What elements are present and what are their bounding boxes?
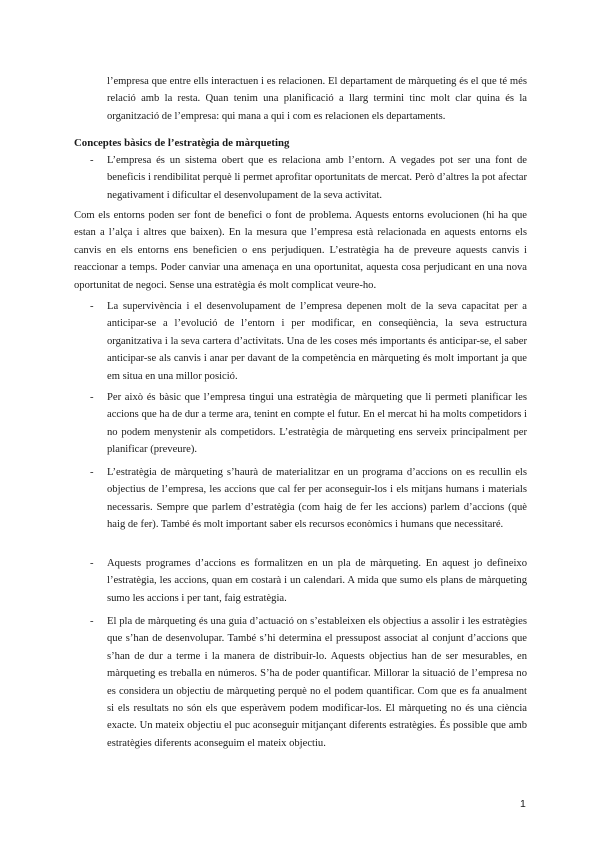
bullet-text: Per això és bàsic que l’empresa tingui una estratègia de màrqueting que li permeti planificar les accions que ha de dur a terme ara, tenint en compte el futur. En el mercat hi ha molts competidors i no podem menystenir als competidors. L’estratègia de màrqueting ens serveix principalment per planificar (preveure). xyxy=(107,392,527,456)
bullet-marker: - xyxy=(90,616,94,627)
bullet-text: L’estratègia de màrqueting s’haurà de materialitzar en un programa d’accions on es recullin els objectius de l’empresa, les accions que cal fer per aconseguir-los i els mitjans humans i materials necessaris. Sempre que parlem d’estratègia (com haig de fer les accions) parlem d’accions (què haig de fer). També és molt important saber els recursos econòmics i humans que necessitaré. xyxy=(107,467,527,531)
bullet-marker: - xyxy=(90,392,94,403)
bullet-item xyxy=(90,389,527,459)
body-paragraph: Com els entorns poden ser font de benefici o font de problema. Aquests entorns evolucionen (hi ha que estan a l’alça i altres que baixen). En la mesura que l’empresa està relacionada en aquests entorns els canvis en els entorns ens beneficien o ens perjudiquen. L’estratègia ha de preveure aquests canvis i reaccionar a temps. Poder canviar una amenaça en una oportunitat, aquesta cosa perjudicant en una nova oportunitat de negoci. Sense una estratègia és molt complicat veure-ho. xyxy=(74,210,527,291)
bullet-item xyxy=(90,613,527,752)
bullet-text: El pla de màrqueting és una guia d’actuació on s’estableixen els objectius a assolir i les estratègies que s’han de desenvolupar. També s’hi determina el pressupost associat al conjunt d’accions que s’han de dur a terme i la manera de distribuir-lo. Aquests objectius han de ser mesurables, en màrqueting es treballa en números. S’ha de poder quantificar. Millorar la situació de l’empresa no es considera un objectiu de màrqueting perquè no el podem quantificar. Com que es fa anualment si els resultats no són els que esperàvem podem modificar-los. El màrqueting no és una ciència exacte. Un mateix objectiu el puc aconseguir mitjançant diferents estratègies. És possible que amb estratègies diferents aconseguim el mateix objectiu. xyxy=(107,616,527,749)
bullet-text: L’empresa és un sistema obert que es relaciona amb l’entorn. A vegades pot ser una font de beneficis i rendibilitat perquè li permet aprofitar oportunitats de mercat. Però d’altres la pot afectar negativament i dificultar el desenvolupament de la seva activitat. xyxy=(107,155,527,201)
bullet-marker: - xyxy=(90,301,94,312)
section-heading: Conceptes bàsics de l’estratègia de màrqueting xyxy=(74,137,290,149)
bullet-item xyxy=(90,298,527,385)
bullet-text: La supervivència i el desenvolupament de l’empresa depenen molt de la seva capacitat per a anticipar-se a l’evolució de l’entorn i per modificar, en conseqüència, la seva estructura organitzativa i la seva cartera d’activitats. Una de les coses més importants és anticipar-se, el saber anticipar-se als canvis i anar per davant de la competència en màrqueting és molt important ja que em situa en una millor posició. xyxy=(107,301,527,382)
page-number: 1 xyxy=(520,798,526,810)
bullet-text: Aquests programes d’accions es formalitzen en un pla de màrqueting. En aquest jo defineixo l’estratègia, les accions, quan em costarà i un calendari. A mida que sumo els plans de màrqueting sumo les accions i per tant, faig estratègia. xyxy=(107,558,527,604)
bullet-item xyxy=(90,555,527,607)
bullet-marker: - xyxy=(90,467,94,478)
bullet-item xyxy=(90,152,527,204)
intro-paragraph: l’empresa que entre ells interactuen i es relacionen. El departament de màrqueting és el que té més relació amb la resta. Quan tenim una planificació a llarg termini tinc molt clar quina és la organització de l’empresa: qui mana a qui i com es relacionen els departaments. xyxy=(107,76,527,122)
bullet-item xyxy=(90,464,527,534)
bullet-marker: - xyxy=(90,558,94,569)
bullet-marker: - xyxy=(90,155,94,166)
